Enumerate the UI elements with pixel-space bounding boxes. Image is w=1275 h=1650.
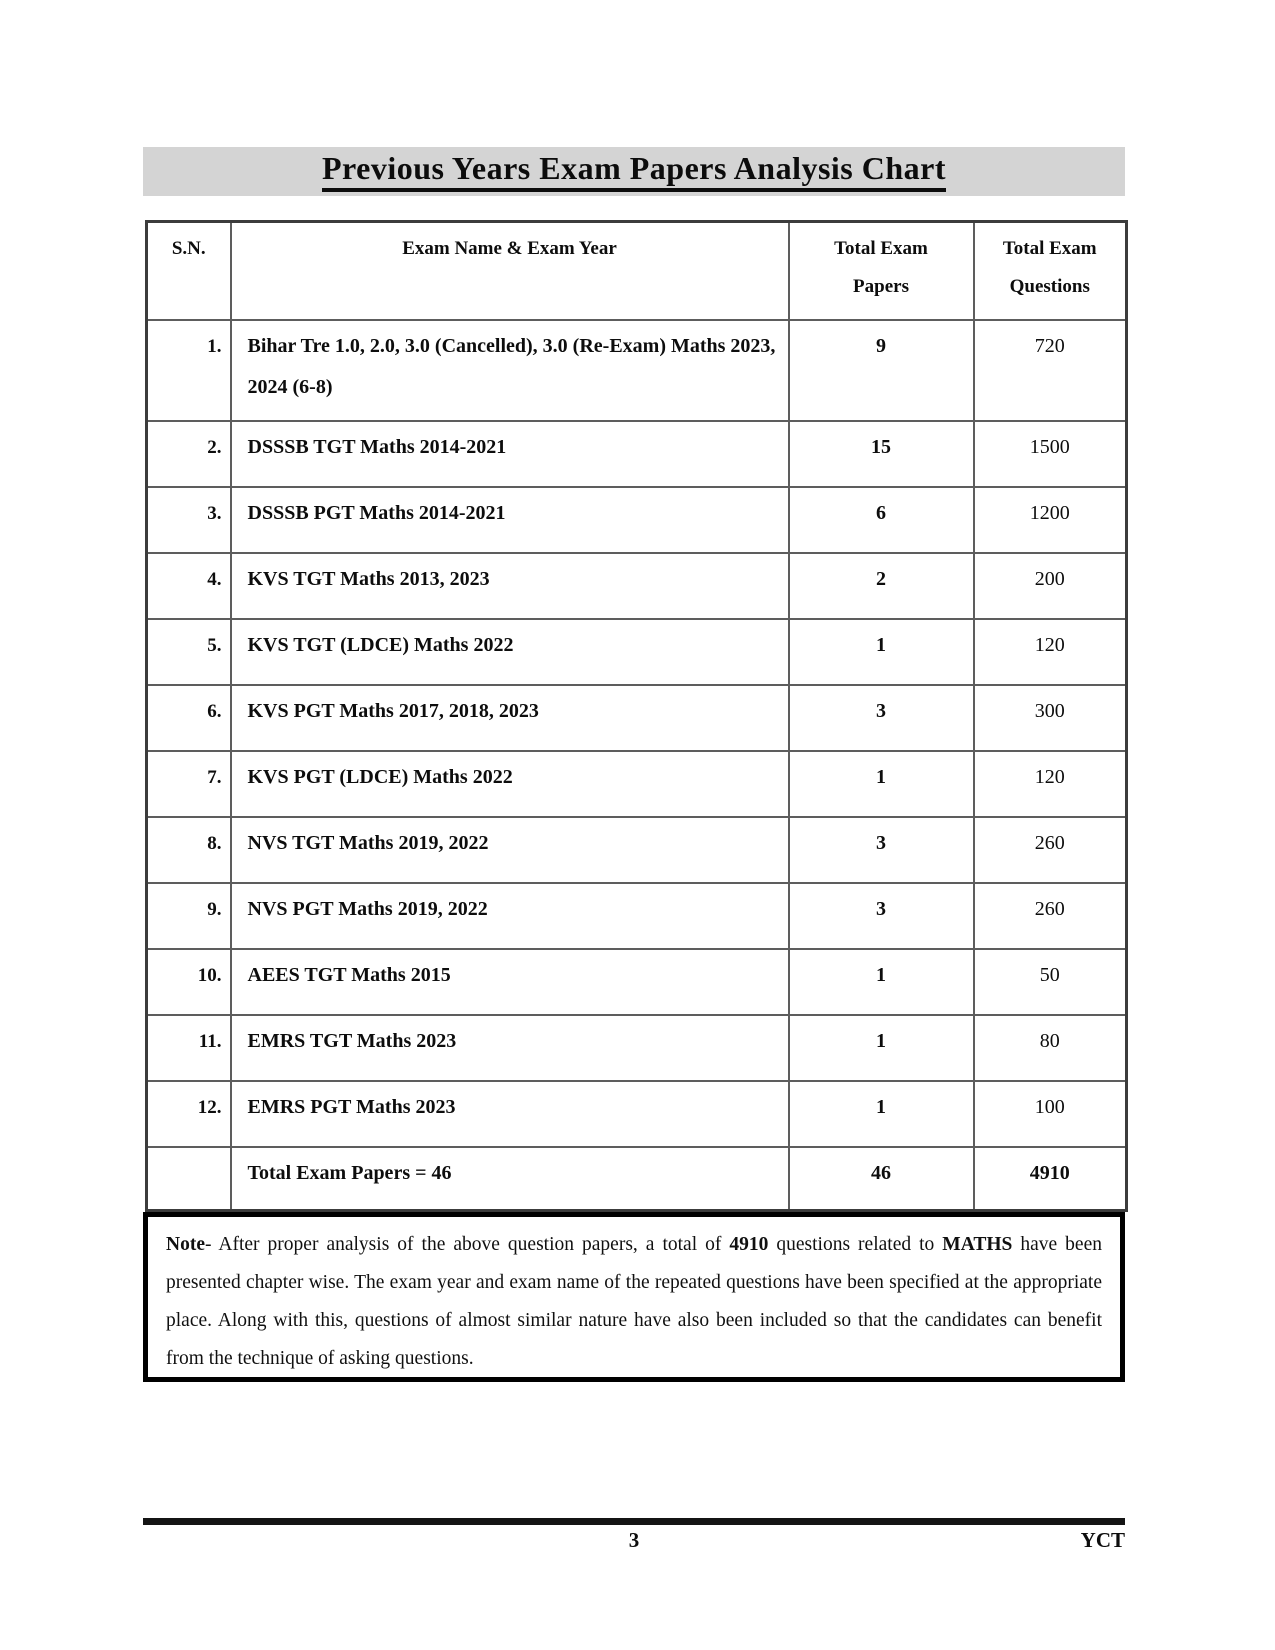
sn-cell: 12. [147,1081,231,1147]
total-sn-cell-empty [147,1147,231,1211]
note-paragraph [166,1226,1102,1378]
questions-cell: 100 [974,1081,1127,1147]
note-part2: questions related to [768,1234,943,1255]
exam-name-cell: KVS TGT (LDCE) Maths 2022 [231,619,789,685]
table-row [147,817,1127,883]
table-row [147,421,1127,487]
papers-cell: 15 [789,421,974,487]
exam-name-cell: AEES TGT Maths 2015 [231,949,789,1015]
note-subject: MATHS [942,1234,1013,1255]
footer-page-number: 3 [628,1528,640,1552]
papers-cell: 6 [789,487,974,553]
sn-cell: 7. [147,751,231,817]
page-title: Previous Years Exam Papers Analysis Chart [322,151,946,191]
total-papers-cell: 46 [789,1147,974,1211]
sn-cell: 4. [147,553,231,619]
column-header-questions-line2: Questions [1009,275,1090,297]
table-row [147,320,1127,421]
table-row [147,1081,1127,1147]
note-total-questions: 4910 [729,1234,769,1255]
table-row [147,949,1127,1015]
table-row [147,553,1127,619]
column-header-total-exam-papers [789,222,974,320]
sn-cell: 8. [147,817,231,883]
exam-name-cell: Bihar Tre 1.0, 2.0, 3.0 (Cancelled), 3.0 (Re-Exam) Maths 2023, 2024 (6-8) [231,320,789,421]
papers-cell: 1 [789,619,974,685]
sn-cell: 2. [147,421,231,487]
sn-cell: 9. [147,883,231,949]
note-part1: - After proper analysis of the above question papers, a total of [204,1234,730,1255]
exam-name-cell: DSSSB PGT Maths 2014-2021 [231,487,789,553]
questions-cell: 80 [974,1015,1127,1081]
note-box [143,1212,1125,1382]
sn-cell: 1. [147,320,231,421]
papers-cell: 3 [789,817,974,883]
exam-name-cell: KVS PGT (LDCE) Maths 2022 [231,751,789,817]
column-header-sn [147,222,231,320]
title-band [143,147,1125,196]
papers-cell: 1 [789,1081,974,1147]
table-row [147,883,1127,949]
column-header-exam-name-label: Exam Name & Exam Year [402,238,617,259]
footer-rule [143,1518,1125,1525]
table-row [147,487,1127,553]
exam-name-cell: EMRS TGT Maths 2023 [231,1015,789,1081]
questions-cell: 120 [974,619,1127,685]
exam-name-cell: KVS PGT Maths 2017, 2018, 2023 [231,685,789,751]
table-row [147,1015,1127,1081]
note-part3: have been presented chapter wise. The exam year and exam name of the repeated questions have been specified at the appropriate place. Along with this, questions of almost similar nature have also been included so that the candidates can benefit from the technique of asking questions. [166,1234,1102,1369]
column-header-exam-name [231,222,789,320]
exam-name-cell: NVS TGT Maths 2019, 2022 [231,817,789,883]
questions-cell: 260 [974,817,1127,883]
total-label-cell: Total Exam Papers = 46 [231,1147,789,1211]
footer-brand: YCT [1080,1528,1125,1552]
questions-cell: 1200 [974,487,1127,553]
table-header-row [147,222,1127,320]
table-total-row [147,1147,1127,1211]
papers-cell: 3 [789,883,974,949]
questions-cell: 120 [974,751,1127,817]
column-header-papers-line2: Papers [853,275,909,297]
questions-cell: 50 [974,949,1127,1015]
exam-name-cell: NVS PGT Maths 2019, 2022 [231,883,789,949]
questions-cell: 720 [974,320,1127,421]
table-row [147,619,1127,685]
papers-cell: 1 [789,949,974,1015]
papers-cell: 9 [789,320,974,421]
exam-name-cell: DSSSB TGT Maths 2014-2021 [231,421,789,487]
papers-cell: 1 [789,751,974,817]
table-row [147,685,1127,751]
papers-cell: 2 [789,553,974,619]
exam-name-cell: KVS TGT Maths 2013, 2023 [231,553,789,619]
exam-name-cell: EMRS PGT Maths 2023 [231,1081,789,1147]
total-questions-cell: 4910 [974,1147,1127,1211]
table-row [147,751,1127,817]
column-header-total-exam-questions [974,222,1127,320]
exam-papers-analysis-table [145,220,1128,1212]
questions-cell: 260 [974,883,1127,949]
papers-cell: 3 [789,685,974,751]
papers-cell: 1 [789,1015,974,1081]
column-header-sn-label: S.N. [171,238,206,259]
sn-cell: 5. [147,619,231,685]
sn-cell: 11. [147,1015,231,1081]
note-label: Note [166,1234,205,1255]
sn-cell: 10. [147,949,231,1015]
sn-cell: 6. [147,685,231,751]
questions-cell: 1500 [974,421,1127,487]
column-header-questions-line1: Total Exam [1002,238,1097,259]
sn-cell: 3. [147,487,231,553]
questions-cell: 300 [974,685,1127,751]
column-header-papers-line1: Total Exam [834,238,928,259]
questions-cell: 200 [974,553,1127,619]
